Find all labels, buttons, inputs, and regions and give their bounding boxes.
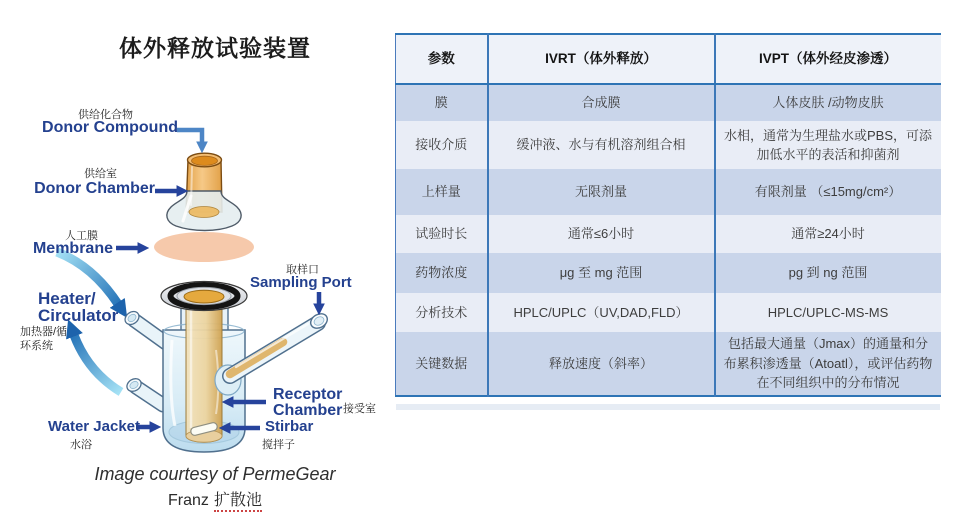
stirbar-label-zh: 搅拌子 bbox=[262, 439, 295, 451]
ivpt-cell: 水相，通常为生理盐水或PBS，可添加低水平的表活和抑菌剂 bbox=[715, 121, 941, 169]
receptor-chamber-label-en1: Receptor bbox=[273, 386, 343, 403]
param-cell: 上样量 bbox=[396, 169, 488, 215]
table-row-concentration bbox=[396, 253, 941, 293]
receptor-chamber-label-en2: Chamber bbox=[273, 402, 343, 419]
clamp-flange-graphic bbox=[161, 282, 247, 311]
membrane-graphic bbox=[154, 232, 254, 262]
param-cell: 药物浓度 bbox=[396, 253, 488, 293]
col-header-ivrt: IVRT（体外释放） bbox=[488, 34, 715, 84]
param-cell: 膜 bbox=[396, 84, 488, 121]
ivpt-cell: 包括最大通量（Jmax）的通量和分布累积渗透量（Atoatl），或评估药物在不同组织中的分布情况 bbox=[715, 332, 941, 396]
table-row-receiving-medium bbox=[396, 121, 941, 169]
table-row-key-data bbox=[396, 332, 941, 396]
franz-cell-artwork bbox=[0, 0, 390, 517]
table-row-dose bbox=[396, 169, 941, 215]
ivrt-cell: 合成膜 bbox=[488, 84, 715, 121]
donor-compound-label-en: Donor Compound bbox=[42, 119, 178, 136]
table-header-row bbox=[396, 34, 941, 84]
ivrt-cell: μg 至 mg 范围 bbox=[488, 253, 715, 293]
franz-cell-caption bbox=[55, 487, 375, 510]
col-header-parameter: 参数 bbox=[396, 34, 488, 84]
ivpt-cell: pg 到 ng 范围 bbox=[715, 253, 941, 293]
stirbar-label-en: Stirbar bbox=[265, 418, 314, 435]
table-row-analytics bbox=[396, 293, 941, 332]
apparatus-diagram bbox=[0, 0, 390, 517]
ivrt-ivpt-table bbox=[395, 33, 940, 397]
ivpt-cell: 人体皮肤 /动物皮肤 bbox=[715, 84, 941, 121]
heater-label-zh2: 环系统 bbox=[20, 340, 53, 352]
table-row-duration bbox=[396, 215, 941, 253]
membrane-label-zh: 人工膜 bbox=[65, 230, 98, 242]
receptor-chamber-label-zh: 接受室 bbox=[343, 403, 376, 415]
donor-chamber-label-zh: 供给室 bbox=[84, 168, 117, 180]
ivrt-cell: HPLC/UPLC（UV,DAD,FLD） bbox=[488, 293, 715, 332]
ivpt-cell: HPLC/UPLC-MS-MS bbox=[715, 293, 941, 332]
sampling-port-label-en: Sampling Port bbox=[250, 274, 352, 291]
franz-caption-zh: 扩散池 bbox=[214, 492, 262, 512]
table-row-membrane bbox=[396, 84, 941, 121]
donor-compound-label-zh: 供给化合物 bbox=[78, 109, 133, 121]
ivrt-cell: 无限剂量 bbox=[488, 169, 715, 215]
franz-caption-en: Franz bbox=[168, 492, 209, 509]
heater-label-en1: Heater/ bbox=[38, 289, 96, 308]
ivpt-cell: 通常≥24小时 bbox=[715, 215, 941, 253]
circulator-ports-graphic bbox=[123, 309, 166, 405]
ivrt-cell: 缓冲液、水与有机溶剂组合相 bbox=[488, 121, 715, 169]
image-credit: Image courtesy of PermeGear bbox=[94, 464, 336, 484]
diagram-title: 体外释放试验装置 bbox=[119, 35, 311, 61]
donor-compound-arrow bbox=[177, 130, 202, 143]
donor-chamber-label-en: Donor Chamber bbox=[34, 180, 155, 197]
ivrt-cell: 通常≤6小时 bbox=[488, 215, 715, 253]
membrane-label-en: Membrane bbox=[32, 240, 113, 257]
param-cell: 关键数据 bbox=[396, 332, 488, 396]
sampling-port-label-zh: 取样口 bbox=[286, 264, 319, 276]
heater-label-en2: Circulator bbox=[38, 306, 119, 325]
water-jacket-label-zh: 水浴 bbox=[70, 439, 92, 451]
param-cell: 试验时长 bbox=[396, 215, 488, 253]
ivpt-cell: 有限剂量 （≤15mg/cm²） bbox=[715, 169, 941, 215]
water-jacket-label-en: Water Jacket bbox=[48, 418, 140, 435]
param-cell: 分析技术 bbox=[396, 293, 488, 332]
table-bottom-shadow bbox=[396, 404, 940, 410]
heater-label-zh1: 加热器/循 bbox=[20, 326, 68, 338]
ivrt-cell: 释放速度（斜率） bbox=[488, 332, 715, 396]
param-cell: 接收介质 bbox=[396, 121, 488, 169]
col-header-ivpt: IVPT（体外经皮渗透） bbox=[715, 34, 941, 84]
